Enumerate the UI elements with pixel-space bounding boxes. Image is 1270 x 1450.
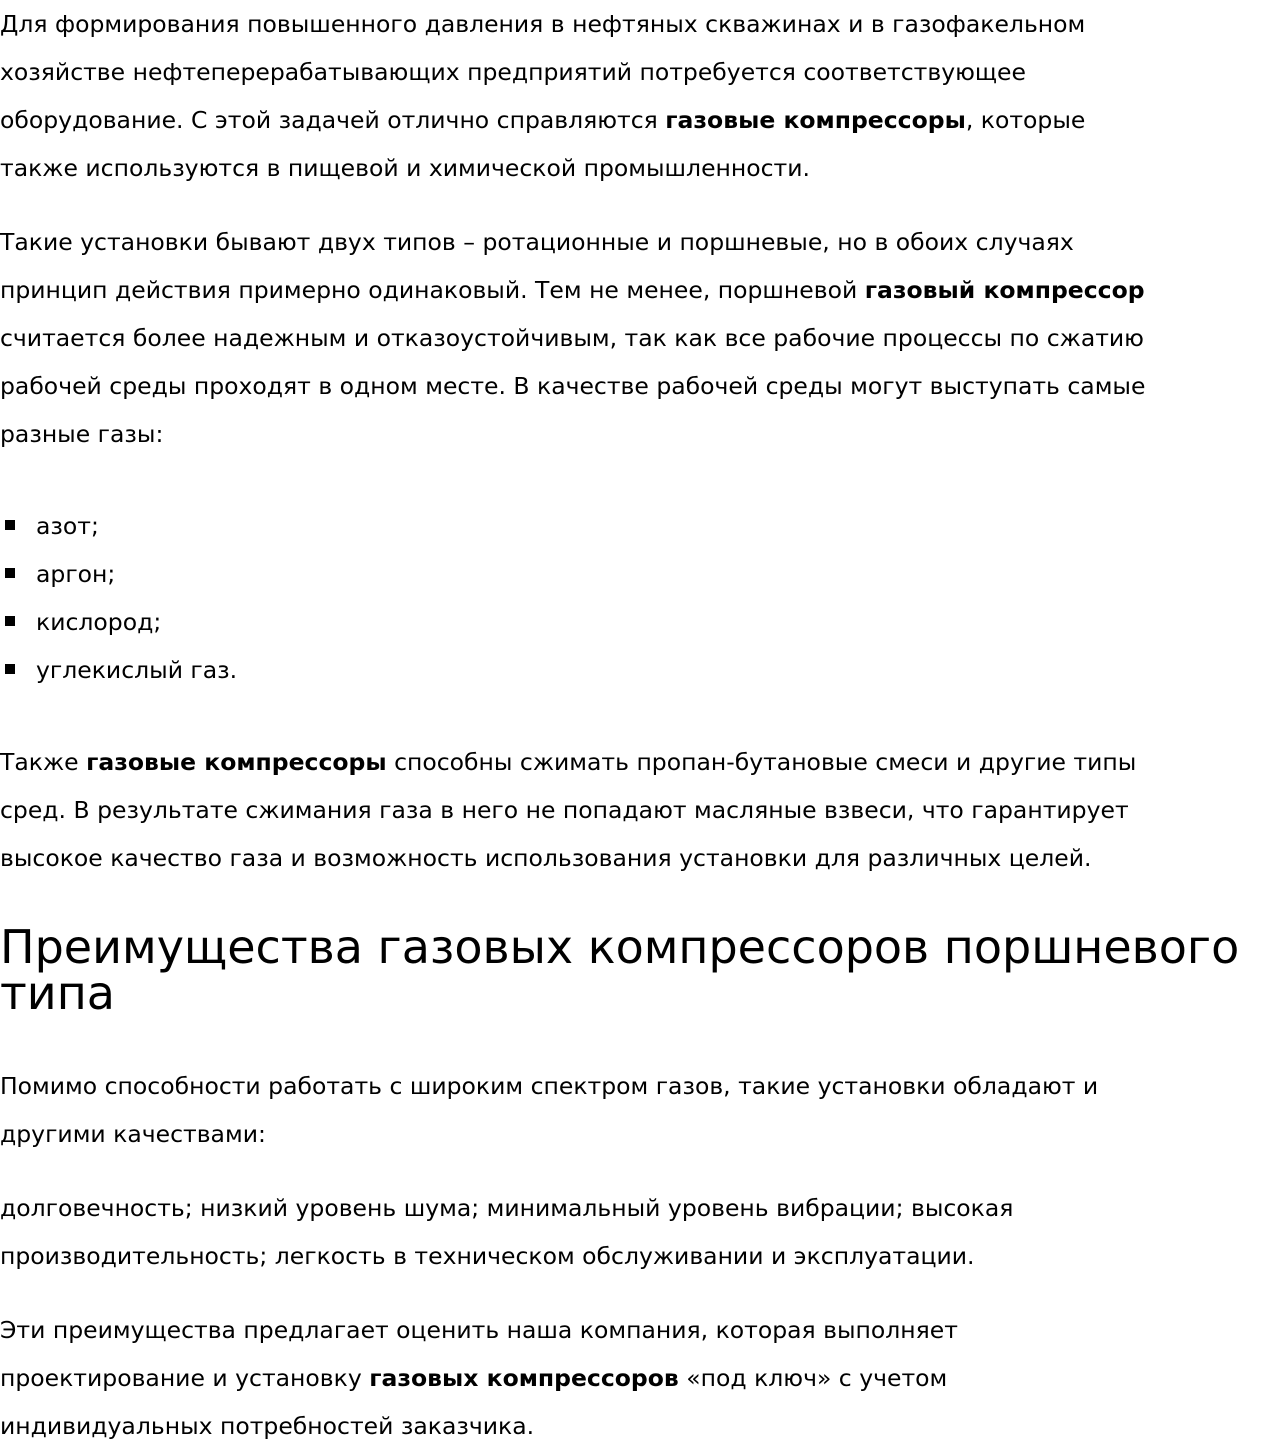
text-line: разные газы: [0,420,164,448]
list-item [0,646,237,694]
text-fragment: оборудование. С этой задачей отлично справляются [0,106,666,134]
square-bullet-icon [5,568,15,578]
text-line: Эти преимущества предлагает оценить наша компания, которая выполняет [0,1316,958,1344]
text-fragment: «под ключ» с учетом [678,1364,948,1392]
types-paragraph [0,218,1270,458]
heading-line: Преимущества газовых компрессоров поршневого [0,920,1240,974]
bold-keyword: газовых компрессоров [369,1364,679,1392]
text-line: также используются в пищевой и химической промышленности. [0,154,810,182]
text-line: высокое качество газа и возможность использования установки для различных целей. [0,844,1092,872]
list-item [0,598,237,646]
gases-list [0,502,237,694]
list-item [0,550,237,598]
text-fragment: принцип действия примерно одинаковый. Тем не менее, поршневой [0,276,865,304]
text-line: Помимо способности работать с широким спектром газов, такие установки обладают и [0,1072,1099,1100]
bold-keyword: газовый компрессор [864,276,1145,304]
text-line [0,1354,1270,1402]
text-line: индивидуальных потребностей заказчика. [0,1412,535,1440]
text-line [0,96,1270,144]
text-line: другими качествами: [0,1120,266,1148]
text-fragment: способны сжимать пропан-бутановые смеси и другие типы [386,748,1137,776]
text-line: Такие установки бывают двух типов – ротационные и поршневые, но в обоих случаях [0,228,1074,256]
square-bullet-icon [5,664,15,674]
list-item-label: азот; [36,512,99,540]
text-fragment: проектирование и установку [0,1364,370,1392]
text-line: долговечность; низкий уровень шума; минимальный уровень вибрации; высокая [0,1194,1014,1222]
text-line [0,266,1270,314]
text-line: рабочей среды проходят в одном месте. В качестве рабочей среды могут выступать самые [0,372,1146,400]
text-fragment: , которые [965,106,1086,134]
bold-keyword: газовые компрессоры [86,748,387,776]
text-line: сред. В результате сжимания газа в него не попадают масляные взвеси, что гарантирует [0,796,1129,824]
advantages-list-paragraph [0,1184,1270,1280]
text-fragment: Также [0,748,87,776]
text-line [0,738,1270,786]
also-paragraph [0,738,1270,882]
text-line: производительность; легкость в техническом обслуживании и эксплуатации. [0,1242,975,1270]
heading-line: типа [0,966,115,1020]
text-line: хозяйстве нефтеперерабатывающих предприятий потребуется соответствующее [0,58,1026,86]
list-item-label: кислород; [36,608,162,636]
square-bullet-icon [5,616,15,626]
advantages-intro-paragraph [0,1062,1270,1158]
square-bullet-icon [5,520,15,530]
offer-paragraph [0,1306,1270,1450]
text-line: считается более надежным и отказоустойчивым, так как все рабочие процессы по сжатию [0,324,1144,352]
intro-paragraph [0,0,1270,192]
section-heading [0,920,1270,1020]
list-item [0,502,237,550]
list-item-label: углекислый газ. [36,656,238,684]
bold-keyword: газовые компрессоры [665,106,966,134]
text-line: Для формирования повышенного давления в нефтяных скважинах и в газофакельном [0,10,1086,38]
list-item-label: аргон; [36,560,116,588]
